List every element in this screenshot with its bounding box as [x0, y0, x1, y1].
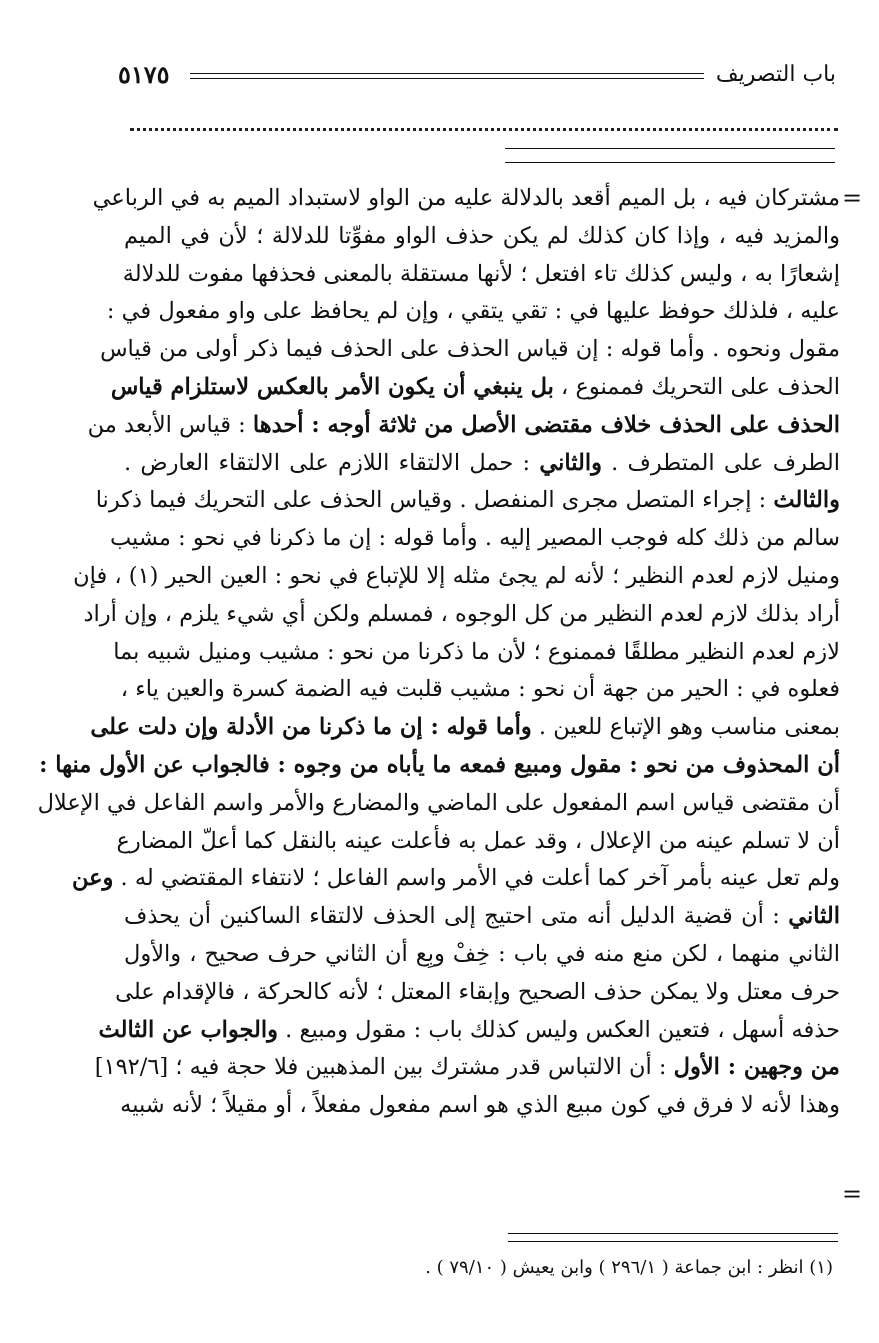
text-line [73, 558, 840, 596]
bold-text-segment: من وجهين : الأول [673, 1054, 840, 1081]
bold-text-segment: وعن [71, 865, 114, 892]
text-segment: حرف معتل ولا يمكن حذف الصحيح وإبقاء المعتل ؛ لأنه كالحركة ، فالإقدام على [115, 978, 840, 1005]
footnote: (١) انظر : ابن جماعة ( ٢٩٦/١ ) وابن يعيش ( ٧٩/١٠ ) . [425, 1257, 833, 1278]
text-line [95, 482, 840, 520]
text-line [106, 293, 840, 331]
text-line [124, 218, 840, 256]
continuation-rule [505, 162, 835, 163]
text-line [113, 634, 840, 672]
text-segment: عليه ، فلذلك حوفظ عليها في : تقي يتقي ، وإن لم يحافظ على واو مفعول في : [106, 298, 840, 325]
footnote-rule [508, 1233, 838, 1234]
bold-text-segment: الحذف على الحذف خلاف مقتضى الأصل من ثلاثة أوجه : أحدها [252, 411, 840, 438]
text-line [94, 1049, 840, 1087]
text-line [37, 785, 840, 823]
text-line [98, 1012, 840, 1050]
continuation-rule [505, 148, 835, 149]
text-segment: الثاني منهما ، لكن منع منه في باب : خِفْ وبِع أن الثاني حرف صحيح ، والأول [124, 940, 840, 967]
text-segment: فعلوه في : الحير من جهة أن نحو : مشيب قلبت فيه الضمة كسرة والعين ياء ، [120, 676, 840, 703]
text-line [87, 407, 840, 445]
text-line [100, 331, 840, 369]
text-segment: بمعنى مناسب وهو الإتباع للعين . [531, 714, 840, 741]
text-segment: : قياس الأبعد من [87, 411, 253, 438]
text-segment: ولم تعل عينه بأمر آخر كما أعلت في الأمر واسم الفاعل ؛ لانتفاء المقتضي له . [113, 865, 840, 892]
bold-text-segment: بل ينبغي أن يكون الأمر بالعكس لاستلزام قياس [110, 373, 554, 400]
text-line [124, 445, 840, 483]
text-segment: لازم لعدم النظير مطلقًا فممنوع ؛ لأن ما ذكرنا من نحو : مشيب ومنيل شبيه بما [113, 638, 840, 665]
text-segment: حذفه أسهل ، فتعين العكس وليس كذلك باب : مقول ومبيع . [278, 1016, 840, 1043]
page-number: ٥١٧٥ [118, 60, 170, 89]
dotted-separator [130, 128, 838, 131]
text-segment: الحذف على التحريك فممنوع ، [553, 373, 840, 400]
text-segment: أن مقتضى قياس اسم المفعول على الماضي والمضارع والأمر واسم الفاعل في الإعلال [37, 789, 840, 816]
text-line [110, 369, 840, 407]
text-segment: : إجراء المتصل مجرى المنفصل . وقياس الحذف على التحريك فيما ذكرنا [95, 487, 774, 514]
text-line [109, 520, 840, 558]
header-rule [190, 73, 704, 74]
text-segment: أن لا تسلم عينه من الإعلال ، وقد عمل به فأعلت عينه بالنقل كما أعلّ المضارع [116, 827, 840, 854]
text-line [71, 860, 840, 898]
text-segment: الطرف على المتطرف . [601, 449, 840, 476]
text-line [124, 936, 840, 974]
text-line [83, 596, 840, 634]
body-text [37, 180, 840, 1125]
text-line [124, 256, 840, 294]
text-segment: ومنيل لازم لعدم النظير ؛ لأنه لم يجئ مثله إلا للإتباع في نحو : العين الحير (١) ، فإن [73, 562, 840, 589]
text-segment: : أن قضية الدليل أنه متى احتيج إلى الحذف لالتقاء الساكنين أن يحذف [124, 903, 789, 930]
text-line [90, 709, 840, 747]
continuation-mark-bottom: = [842, 1180, 863, 1208]
header-rule [190, 78, 704, 79]
text-segment: مشتركان فيه ، بل الميم أقعد بالدلالة عليه من الواو لاستبداد الميم به في الرباعي [92, 185, 840, 211]
page-header [118, 60, 836, 94]
text-line [124, 898, 840, 936]
text-line [120, 671, 840, 709]
text-line [39, 747, 840, 785]
text-segment: أراد بذلك لازم لعدم النظير من كل الوجوه ، فمسلم ولكن أي شيء يلزم ، وإن أراد [83, 600, 840, 627]
text-segment: مقول ونحوه . وأما قوله : إن قياس الحذف على الحذف فيما ذكر أولى من قياس [100, 336, 840, 363]
chapter-title: باب التصريف [715, 62, 836, 87]
text-line [92, 180, 840, 218]
bold-text-segment: والجواب عن الثالث [98, 1016, 279, 1043]
continuation-mark-top: = [842, 184, 863, 212]
text-segment: سالم من ذلك كله فوجب المصير إليه . وأما قوله : إن ما ذكرنا في نحو : مشيب [109, 525, 840, 552]
text-segment: : حمل الالتقاء اللازم على الالتقاء العارض . [124, 449, 540, 476]
text-line [116, 823, 840, 861]
text-line [120, 1087, 840, 1125]
bold-text-segment: والثالث [773, 487, 840, 514]
text-line [115, 974, 840, 1012]
footnote-rule [508, 1241, 838, 1242]
text-segment: إشعارًا به ، وليس كذلك تاء افتعل ؛ لأنها مستقلة بالمعنى فحذفها مفوت للدلالة [122, 260, 840, 287]
text-segment: والمزيد فيه ، وإذا كان كذلك لم يكن حذف الواو مفوِّتا للدلالة ؛ لأن في الميم [124, 222, 840, 249]
text-segment: : أن الالتباس قدر مشترك بين المذهبين فلا حجة فيه ؛ [١٩٢/٦] [94, 1054, 674, 1081]
bold-text-segment: والثاني [539, 449, 602, 476]
bold-text-segment: الثاني [788, 903, 840, 930]
bold-text-segment: أن المحذوف من نحو : مقول ومبيع فمعه ما يأباه من وجوه : فالجواب عن الأول منها : [39, 751, 840, 778]
text-segment: وهذا لأنه لا فرق في كون مبيع الذي هو اسم مفعول مفعلاً ، أو مقيلاً ؛ لأنه شبيه [120, 1092, 840, 1119]
bold-text-segment: وأما قوله : إن ما ذكرنا من الأدلة وإن دلت على [90, 714, 532, 741]
